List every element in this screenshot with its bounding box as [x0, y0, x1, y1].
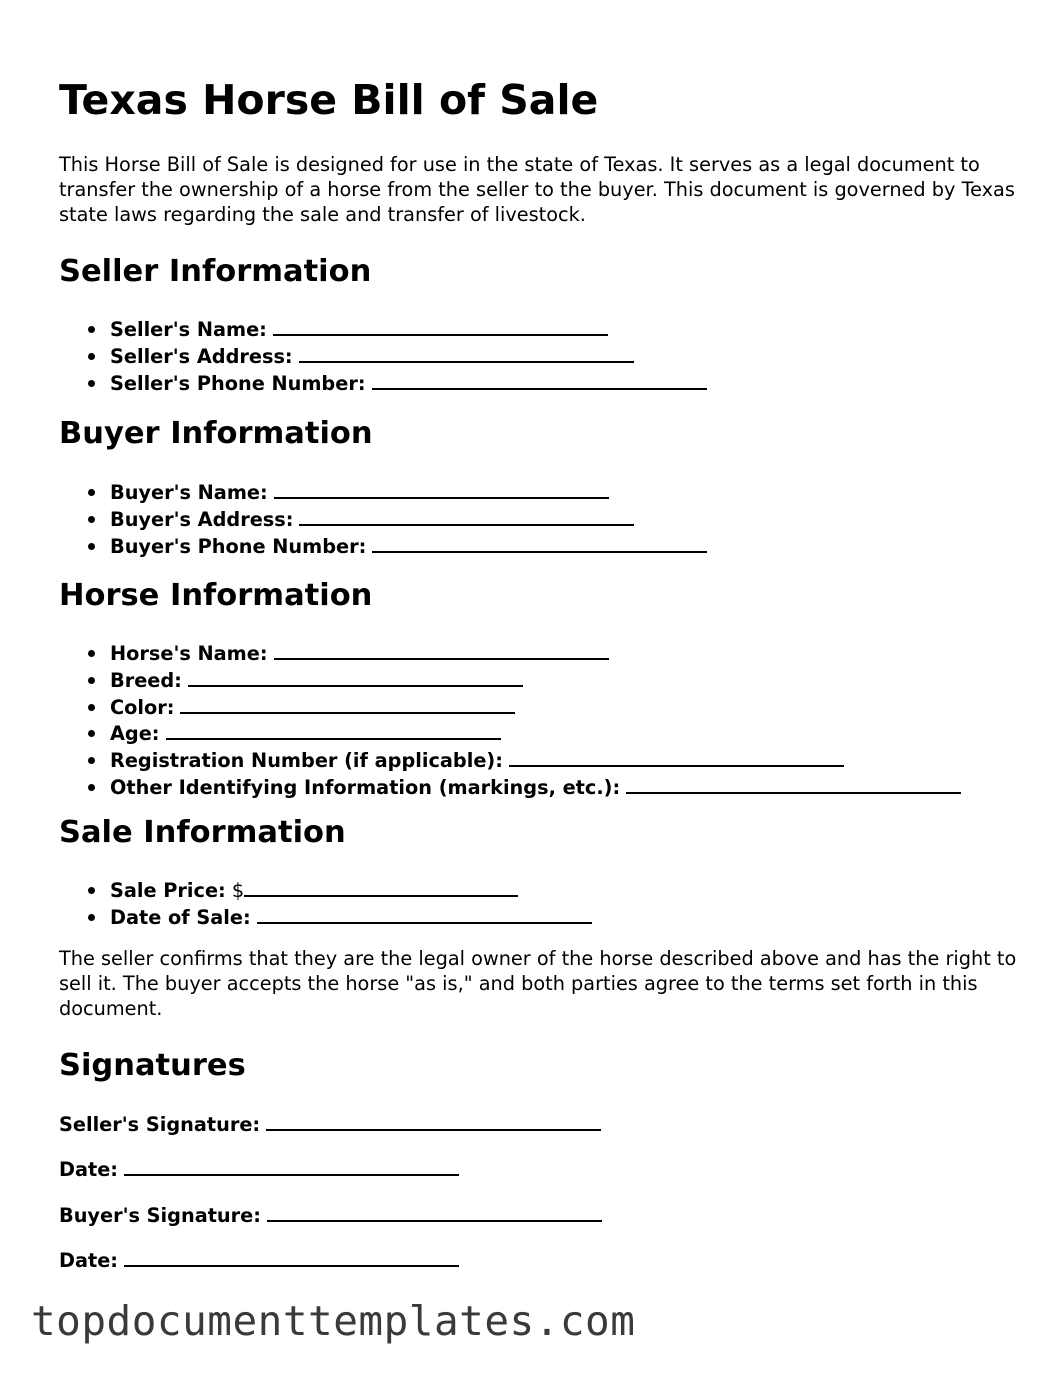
currency-symbol: $	[231, 879, 245, 902]
buyer-section-heading: Buyer Information	[59, 416, 373, 451]
horse-name-label: Horse's Name:	[110, 642, 268, 665]
horse-field-list	[59, 640, 961, 801]
page-title: Texas Horse Bill of Sale	[59, 76, 599, 124]
buyer-phone-label: Buyer's Phone Number:	[110, 534, 367, 558]
seller-address-field[interactable]	[299, 343, 634, 363]
registration-number-label: Registration Number (if applicable):	[110, 749, 503, 773]
watermark-text: topdocumenttemplates.com	[31, 1297, 636, 1345]
list-item	[59, 479, 707, 506]
closing-paragraph: The seller confirms that they are the legal owner of the horse described above and has the right to sell it. The buyer accepts the horse "as is," and both parties agree to the terms set forth in this document.	[59, 947, 1017, 1020]
age-label: Age:	[110, 722, 160, 746]
seller-date-line	[59, 1156, 459, 1183]
seller-name-field[interactable]	[273, 316, 608, 336]
buyer-phone-field[interactable]	[372, 533, 707, 553]
sale-field-list	[59, 877, 592, 931]
sale-price-label: Sale Price:	[110, 879, 226, 902]
buyer-signature-field[interactable]	[267, 1202, 602, 1222]
seller-address-label: Seller's Address:	[110, 344, 293, 368]
buyer-signature-line	[59, 1202, 602, 1229]
list-item	[59, 316, 707, 343]
age-field[interactable]	[166, 720, 501, 740]
seller-signature-line	[59, 1111, 601, 1138]
sale-price-field[interactable]	[244, 877, 518, 897]
seller-date-label: Date:	[59, 1158, 119, 1181]
date-of-sale-field[interactable]	[257, 904, 592, 924]
list-item	[59, 533, 707, 560]
list-item	[59, 370, 707, 397]
buyer-date-label: Date:	[59, 1249, 119, 1272]
seller-phone-field[interactable]	[372, 370, 707, 390]
horse-section-heading: Horse Information	[59, 578, 373, 613]
color-label: Color:	[110, 695, 175, 719]
breed-label: Breed:	[110, 668, 182, 692]
list-item	[59, 904, 592, 931]
buyer-date-field[interactable]	[124, 1247, 459, 1267]
other-identifying-info-label: Other Identifying Information (markings, etc.):	[110, 775, 621, 799]
list-item	[59, 774, 961, 801]
other-identifying-info-field[interactable]	[626, 774, 961, 794]
date-of-sale-label: Date of Sale:	[110, 905, 251, 929]
sale-section-heading: Sale Information	[59, 815, 346, 850]
list-item	[59, 667, 961, 694]
list-item	[59, 747, 961, 774]
list-item	[59, 343, 707, 370]
list-item	[59, 506, 707, 533]
seller-signature-field[interactable]	[266, 1111, 601, 1131]
buyer-address-label: Buyer's Address:	[110, 507, 294, 531]
buyer-date-line	[59, 1247, 459, 1274]
buyer-field-list	[59, 479, 707, 559]
seller-field-list	[59, 316, 707, 396]
signatures-section-heading: Signatures	[59, 1048, 246, 1083]
list-item	[59, 640, 961, 667]
seller-section-heading: Seller Information	[59, 254, 372, 289]
color-field[interactable]	[180, 694, 515, 714]
buyer-signature-label: Buyer's Signature:	[59, 1204, 261, 1227]
seller-date-field[interactable]	[124, 1156, 459, 1176]
buyer-address-field[interactable]	[299, 506, 634, 526]
list-item	[59, 694, 961, 721]
list-item	[59, 720, 961, 747]
seller-signature-label: Seller's Signature:	[59, 1113, 261, 1136]
registration-number-field[interactable]	[509, 747, 844, 767]
seller-name-label: Seller's Name:	[110, 318, 267, 341]
seller-phone-label: Seller's Phone Number:	[110, 371, 366, 395]
intro-paragraph: This Horse Bill of Sale is designed for use in the state of Texas. It serves as a legal document to transfer the ownership of a horse from the seller to the buyer. This document is governed by Texas state laws regarding the sale and transfer of livestock.	[59, 153, 1015, 226]
buyer-name-label: Buyer's Name:	[110, 481, 268, 504]
breed-field[interactable]	[188, 667, 523, 687]
horse-name-field[interactable]	[274, 640, 609, 660]
list-item	[59, 877, 592, 904]
buyer-name-field[interactable]	[274, 479, 609, 499]
